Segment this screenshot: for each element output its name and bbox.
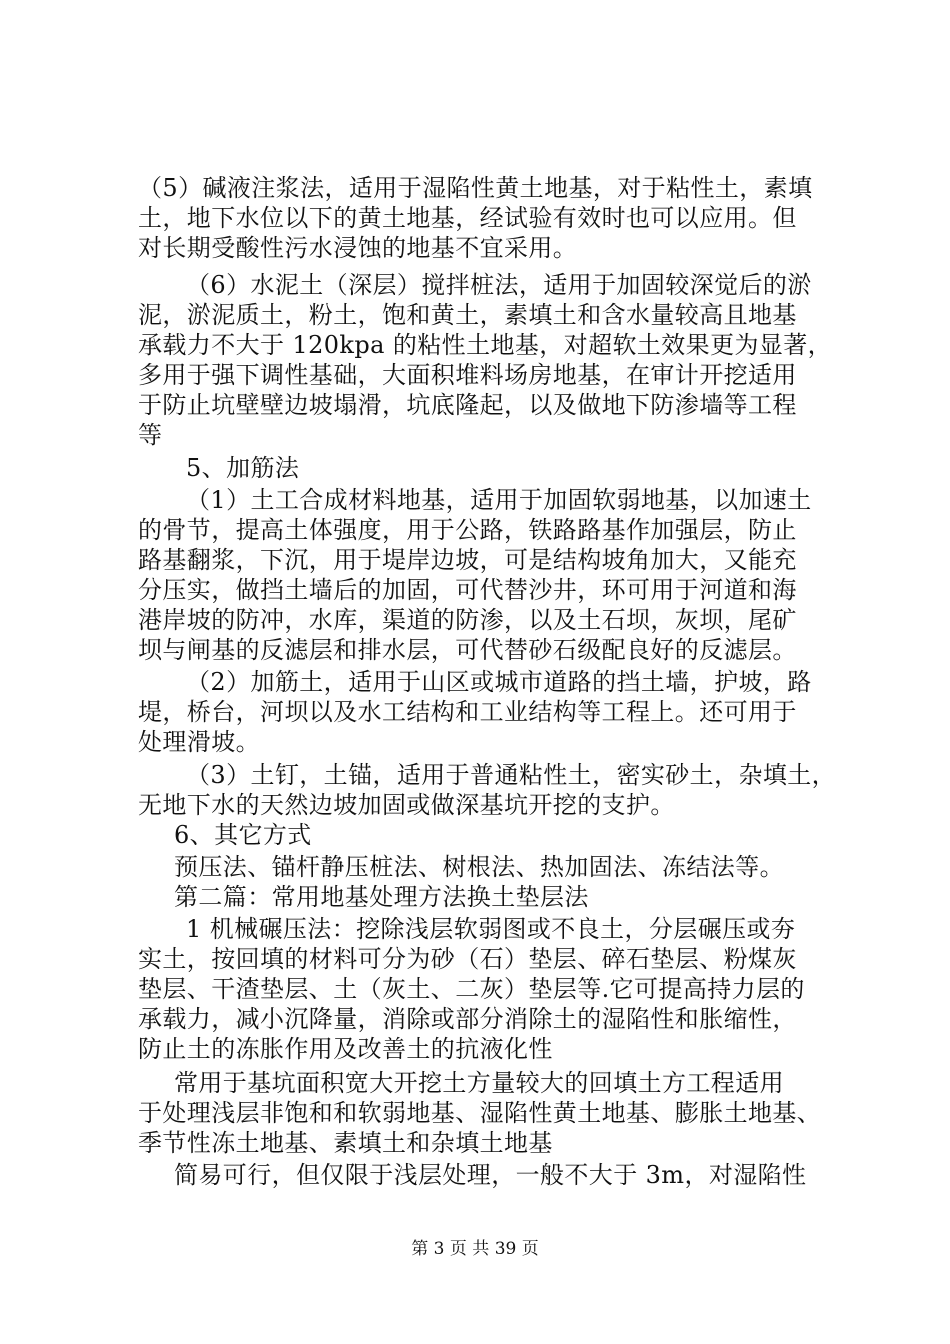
- text-line: 无地下水的天然边坡加固或做深基坑开挖的支护。: [138, 791, 675, 819]
- text-line: 1 机械碾压法：挖除浅层软弱图或不良土，分层碾压或夯: [186, 915, 796, 943]
- text-line: 土，地下水位以下的黄土地基，经试验有效时也可以应用。但: [138, 204, 797, 232]
- text-line: 季节性冻土地基、素填土和杂填土地基: [138, 1129, 553, 1157]
- text-line: （3）土钉，土锚，适用于普通粘性土，密实砂土，杂填土，: [186, 761, 837, 789]
- text-line: （6）水泥土（深层）搅拌桩法，适用于加固较深觉后的淤: [186, 271, 812, 299]
- text-line: 简易可行，但仅限于浅层处理，一般不大于 3m，对湿陷性: [174, 1161, 807, 1189]
- text-line: 常用于基坑面积宽大开挖土方量较大的回填土方工程适用: [174, 1069, 784, 1097]
- text-line: 垫层、干渣垫层、土（灰土、二灰）垫层等.它可提高持力层的: [138, 975, 805, 1003]
- text-line: 承载力，减小沉降量，消除或部分消除土的湿陷性和胀缩性，: [138, 1005, 797, 1033]
- text-line: 对长期受酸性污水浸蚀的地基不宜采用。: [138, 234, 578, 262]
- text-line: 分压实，做挡土墙后的加固，可代替沙井，环可用于河道和海: [138, 576, 797, 604]
- text-line: 等: [138, 421, 163, 449]
- text-line: 实土，按回填的材料可分为砂（石）垫层、碎石垫层、粉煤灰: [138, 945, 797, 973]
- text-line: （5）碱液注浆法，适用于湿陷性黄土地基，对于粘性土，素填: [138, 174, 813, 202]
- text-line: 于防止坑壁壁边坡塌滑，坑底隆起，以及做地下防渗墙等工程: [138, 391, 797, 419]
- text-line: 多用于强下调性基础，大面积堆料场房地基，在审计开挖适用: [138, 361, 797, 389]
- text-line: 预压法、锚杆静压桩法、树根法、热加固法、冻结法等。: [174, 853, 784, 881]
- text-line: 泥，淤泥质土，粉土，饱和黄土，素填土和含水量较高且地基: [138, 301, 797, 329]
- chapter-heading: 第二篇：常用地基处理方法换土垫层法: [174, 883, 589, 911]
- text-line: （2）加筋土，适用于山区或城市道路的挡土墙，护坡，路: [186, 668, 812, 696]
- section-heading: 5、加筋法: [186, 454, 300, 482]
- page-number-footer: 第 3 页 共 39 页: [411, 1239, 539, 1259]
- text-line: （1）土工合成材料地基，适用于加固软弱地基，以加速土: [186, 486, 812, 514]
- text-line: 港岸坡的防冲，水库，渠道的防渗，以及土石坝，灰坝，尾矿: [138, 606, 797, 634]
- text-line: 处理滑坡。: [138, 728, 260, 756]
- text-line: 于处理浅层非饱和和软弱地基、湿陷性黄土地基、膨胀土地基、: [138, 1099, 822, 1127]
- text-line: 承载力不大于 120kpa 的粘性土地基，对超软土效果更为显著，: [138, 331, 833, 359]
- section-heading: 6、其它方式: [174, 821, 312, 849]
- text-line: 堤，桥台，河坝以及水工结构和工业结构等工程上。还可用于: [138, 698, 797, 726]
- text-line: 防止土的冻胀作用及改善土的抗液化性: [138, 1035, 553, 1063]
- text-line: 路基翻浆，下沉，用于堤岸边坡，可是结构坡角加大，又能充: [138, 546, 797, 574]
- text-line: 坝与闸基的反滤层和排水层，可代替砂石级配良好的反滤层。: [138, 636, 797, 664]
- text-line: 的骨节，提高土体强度，用于公路，铁路路基作加强层，防止: [138, 516, 797, 544]
